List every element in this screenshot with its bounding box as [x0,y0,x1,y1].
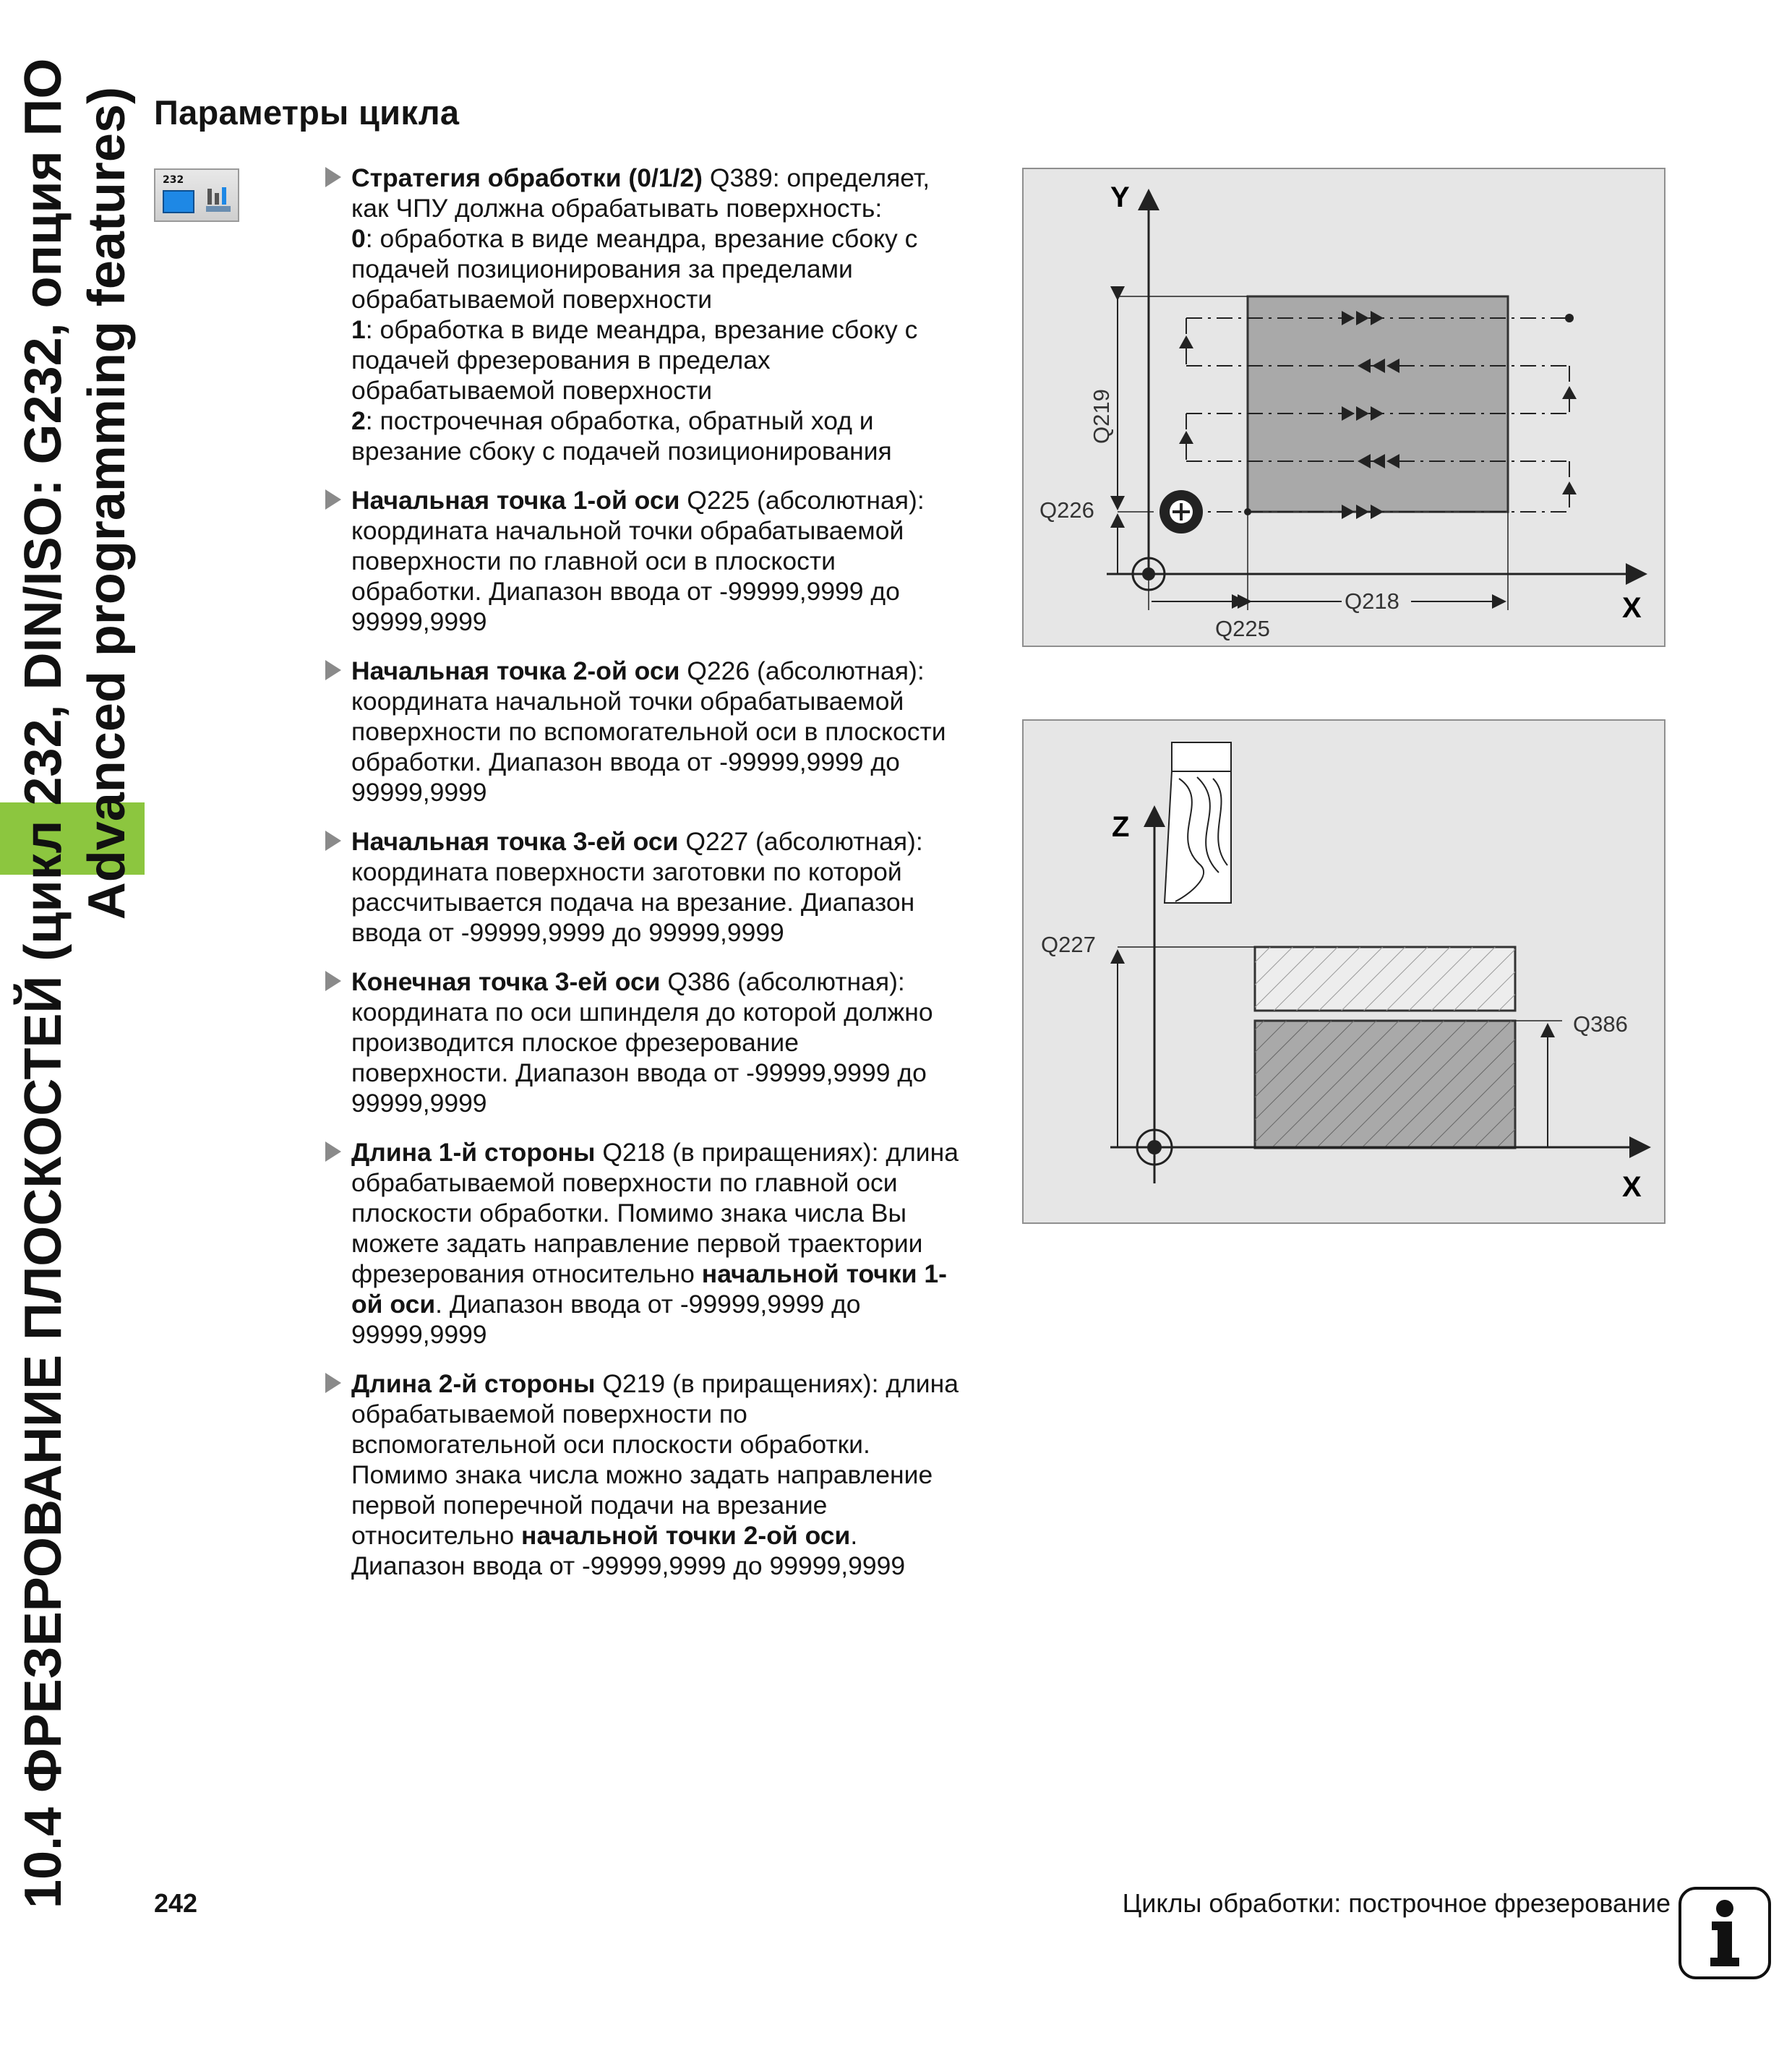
parameter-list [324,163,996,1600]
param-q226 [324,656,996,807]
x-axis-label: X [1622,592,1642,624]
param-line: обрабатываемой поверхности по [351,1400,747,1428]
xz-diagram [1024,721,1667,1225]
param-line: Диапазон ввода от -99999,9999 до 99999,9999 [351,1551,906,1580]
param-q219 [324,1368,996,1581]
milling-cutter-icon [1159,490,1203,534]
option-key: 1 [351,315,366,344]
info-icon[interactable] [1679,1887,1771,1979]
param-q: Q225 (абсолютная): [679,486,925,515]
q386-label: Q386 [1573,1011,1628,1037]
param-line: обработки. Диапазон ввода от -99999,9999 до [351,747,900,776]
option-line: подачей позиционирования за пределами [351,254,853,283]
option-key: 2 [351,406,366,435]
workpiece-surface [1248,296,1508,512]
param-text: относительно [351,1521,521,1550]
screen-icon [163,190,194,213]
milling-mini-icon [206,186,232,215]
param-line: поверхности. Диапазон ввода от -99999,9999 до [351,1058,927,1087]
bullet-triangle-icon [325,1141,341,1162]
param-bold-ref: начальной точки 1- [701,1259,947,1288]
bullet-triangle-icon [325,831,341,851]
z-axis-label: Z [1112,811,1130,843]
x-axis-label: X [1622,1171,1642,1203]
param-q: Q218 (в приращениях): длина [595,1138,959,1167]
bullet-triangle-icon [325,1373,341,1393]
param-line: поверхности по вспомогательной оси в плоскости [351,717,946,746]
param-text: . Диапазон ввода от -99999,9999 до [435,1290,861,1319]
bullet-triangle-icon [325,660,341,680]
param-bold-ref: начальной точки 2-ой оси [521,1521,851,1550]
param-title: Длина 2-й стороны [351,1369,596,1398]
option-key: 0 [351,224,366,253]
param-line: ввода от -99999,9999 до 99999,9999 [351,918,784,947]
option-line: обрабатываемой поверхности [351,285,713,314]
param-line: поверхности по главной оси в плоскости [351,547,836,575]
param-line: 99999,9999 [351,1320,487,1349]
bullet-triangle-icon [325,971,341,991]
param-title: Конечная точка 3-ей оси [351,967,661,996]
param-title: Стратегия обработки (0/1/2) [351,163,703,192]
param-q386 [324,967,996,1118]
q219-label: Q219 [1089,389,1114,444]
param-title: Начальная точка 3-ей оси [351,827,679,856]
cycle-number: 232 [163,174,184,186]
q227-label: Q227 [1041,932,1096,957]
param-line: 99999,9999 [351,607,487,636]
param-line: обработки. Диапазон ввода от -99999,9999 до [351,577,900,606]
param-title: Начальная точка 2-ой оси [351,656,680,685]
param-q: Q226 (абсолютная): [679,656,925,685]
bullet-triangle-icon [325,489,341,510]
info-glyph [1681,1890,1768,1976]
footer-chapter-title: Циклы обработки: построчное фрезерование [1122,1888,1671,1918]
xy-diagram [1024,169,1667,648]
option-line: : обработка в виде меандра, врезание сбоку с [365,315,918,344]
param-line: первой поперечной подачи на врезание [351,1491,828,1520]
option-line: : обработка в виде меандра, врезание сбоку с [365,224,918,253]
option-line: : построчечная обработка, обратный ход и [365,406,874,435]
param-line: координата по оси шпинделя до которой должно [351,998,933,1027]
param-line: обрабатываемой поверхности по главной оси [351,1168,898,1197]
param-q: Q386 (абсолютная): [660,967,905,996]
q225-label: Q225 [1215,616,1270,641]
q226-label: Q226 [1039,497,1094,523]
param-line: 99999,9999 [351,778,487,807]
param-line: производится плоское фрезерование [351,1028,799,1057]
param-line: координата начальной точки обрабатываемой [351,687,904,716]
side-title-line2: Advanced programming features) [78,87,136,920]
param-q225 [324,485,996,637]
side-title-line1: 10.4 ФРЕЗЕРОВАНИЕ ПЛОСКОСТЕЙ (цикл 232, DIN/ISO: G232, опция ПО [14,58,72,1908]
param-line: координата начальной точки обрабатываемой [351,516,904,545]
param-line: как ЧПУ должна обрабатывать поверхность: [351,194,883,223]
bullet-triangle-icon [325,167,341,187]
param-q227 [324,826,996,948]
y-axis-label: Y [1110,181,1130,213]
param-line: координата поверхности заготовки по которой [351,857,902,886]
param-line: плоскости обработки. Помимо знака числа Вы [351,1199,907,1227]
param-line: вспомогательной оси плоскости обработки. [351,1430,870,1459]
param-q: Q227 (абсолютная): [678,827,923,856]
param-text: фрезерования относительно [351,1259,702,1288]
param-line: Помимо знака числа можно задать направление [351,1460,933,1489]
param-title: Начальная точка 1-ой оси [351,486,680,515]
option-line: обрабатываемой поверхности [351,376,713,405]
option-line: подачей фрезерования в пределах [351,346,771,374]
figure-xy-plane [1022,168,1665,647]
param-q389 [324,163,996,466]
side-chapter-title [12,58,156,1908]
page-number: 242 [154,1888,198,1918]
param-line: рассчитывается подача на врезание. Диапазон [351,888,915,917]
option-line: врезание сбоку с подачей позиционирования [351,437,892,466]
param-q: Q219 (в приращениях): длина [595,1369,959,1398]
q218-label: Q218 [1345,588,1399,614]
section-title: Параметры цикла [154,93,460,132]
figure-xz-plane [1022,719,1665,1224]
param-text: . [850,1521,858,1550]
param-title: Длина 1-й стороны [351,1138,596,1167]
end-mill-icon [1165,742,1231,903]
param-line: можете задать направление первой траектории [351,1229,923,1258]
param-bold-ref: ой оси [351,1290,436,1319]
param-line: 99999,9999 [351,1089,487,1118]
param-q: Q389: определяет, [702,163,930,192]
param-q218 [324,1137,996,1350]
cycle-232-icon [154,168,239,222]
